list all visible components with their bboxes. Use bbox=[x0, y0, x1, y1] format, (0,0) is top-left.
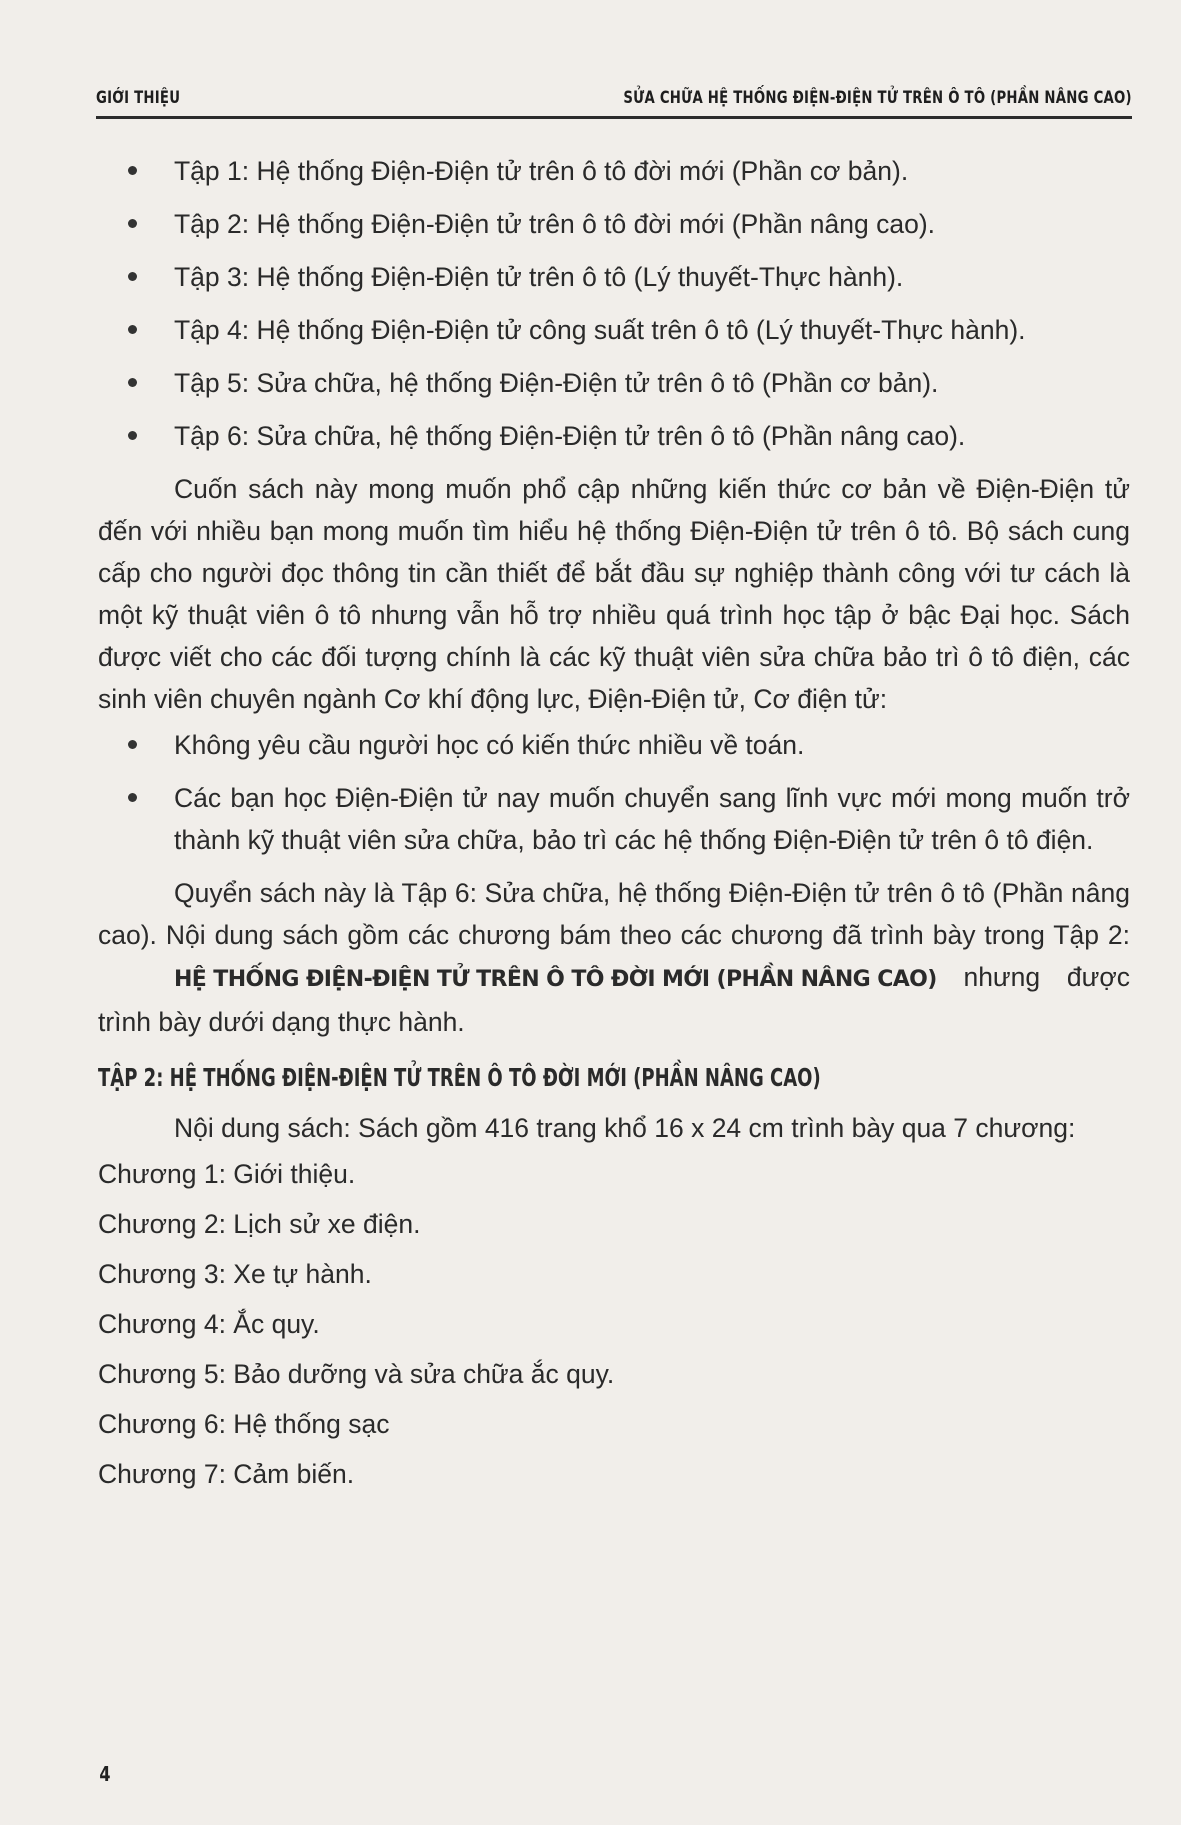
bullet-icon bbox=[128, 431, 137, 440]
audience-list bbox=[98, 724, 1130, 861]
page-number: 4 bbox=[99, 1762, 111, 1786]
list-item: Chương 1: Giới thiệu. bbox=[98, 1159, 356, 1189]
list-item: Chương 4: Ắc quy. bbox=[98, 1309, 320, 1339]
list-item: Chương 7: Cảm biến. bbox=[98, 1459, 355, 1489]
list-item: Tập 2: Hệ thống Điện-Điện tử trên ô tô đời mới (Phần nâng cao). bbox=[98, 203, 1130, 245]
volume6-paragraph: Quyển sách này là Tập 6: Sửa chữa, hệ thống Điện-Điện tử trên ô tô (Phần nâng cao). Nội dung sách gồm các chương bám theo các chương đã trình bày trong Tập 2: HỆ THỐNG ĐIỆN-ĐIỆN TỬ TRÊN Ô TÔ ĐỜI MỚI (PHẦN NÂNG CAO) nhưng được trình bày dưới dạng thực hành. bbox=[98, 878, 1130, 1037]
header-section-title: GIỚI THIỆU bbox=[96, 88, 181, 108]
list-item: Tập 5: Sửa chữa, hệ thống Điện-Điện tử trên ô tô (Phần cơ bản). bbox=[98, 362, 1130, 404]
section-heading: TẬP 2: HỆ THỐNG ĐIỆN-ĐIỆN TỬ TRÊN Ô TÔ ĐỜI MỚI (PHẦN NÂNG CAO) bbox=[98, 1063, 821, 1092]
bullet-icon bbox=[128, 219, 137, 228]
bullet-icon bbox=[128, 793, 137, 802]
bullet-icon bbox=[128, 166, 137, 175]
list-item: Tập 3: Hệ thống Điện-Điện tử trên ô tô (Lý thuyết-Thực hành). bbox=[98, 256, 1130, 298]
page-content bbox=[98, 150, 1130, 1499]
bullet-icon bbox=[128, 272, 137, 281]
content-paragraph: Nội dung sách: Sách gồm 416 trang khổ 16 x 24 cm trình bày qua 7 chương: bbox=[174, 1113, 1076, 1143]
list-item: Chương 5: Bảo dưỡng và sửa chữa ắc quy. bbox=[98, 1359, 615, 1389]
bullet-icon bbox=[128, 740, 137, 749]
list-item: Chương 6: Hệ thống sạc bbox=[98, 1409, 390, 1439]
volume2-title: HỆ THỐNG ĐIỆN-ĐIỆN TỬ TRÊN Ô TÔ ĐỜI MỚI (PHẦN NÂNG CAO) bbox=[174, 967, 937, 992]
list-item: Không yêu cầu người học có kiến thức nhiều về toán. bbox=[98, 724, 1130, 766]
list-item: Chương 2: Lịch sử xe điện. bbox=[98, 1209, 421, 1239]
list-item: Chương 3: Xe tự hành. bbox=[98, 1259, 372, 1289]
list-item: Tập 6: Sửa chữa, hệ thống Điện-Điện tử trên ô tô (Phần nâng cao). bbox=[98, 415, 1130, 457]
list-item: Các bạn học Điện-Điện tử nay muốn chuyển sang lĩnh vực mới mong muốn trở thành kỹ thuật viên sửa chữa, bảo trì các hệ thống Điện-Điện tử trên ô tô điện. bbox=[98, 777, 1130, 861]
bullet-icon bbox=[128, 378, 137, 387]
header-book-title: SỬA CHỮA HỆ THỐNG ĐIỆN-ĐIỆN TỬ TRÊN Ô TÔ (PHẦN NÂNG CAO) bbox=[623, 88, 1132, 108]
chapter-list bbox=[98, 1149, 1130, 1499]
list-item: Tập 1: Hệ thống Điện-Điện tử trên ô tô đời mới (Phần cơ bản). bbox=[98, 150, 1130, 192]
intro-paragraph: Cuốn sách này mong muốn phổ cập những kiến thức cơ bản về Điện-Điện tử đến với nhiều bạn mong muốn tìm hiểu hệ thống Điện-Điện tử trên ô tô. Bộ sách cung cấp cho người đọc thông tin cần thiết để bắt đầu sự nghiệp thành công với tư cách là một kỹ thuật viên ô tô nhưng vẫn hỗ trợ nhiều quá trình học tập ở bậc Đại học. Sách được viết cho các đối tượng chính là các kỹ thuật viên sửa chữa bảo trì ô tô điện, các sinh viên chuyên ngành Cơ khí động lực, Điện-Điện tử, Cơ điện tử: bbox=[98, 474, 1130, 714]
bullet-icon bbox=[128, 325, 137, 334]
running-header bbox=[96, 88, 1132, 119]
volume-list bbox=[98, 150, 1130, 457]
list-item: Tập 4: Hệ thống Điện-Điện tử công suất trên ô tô (Lý thuyết-Thực hành). bbox=[98, 309, 1130, 351]
